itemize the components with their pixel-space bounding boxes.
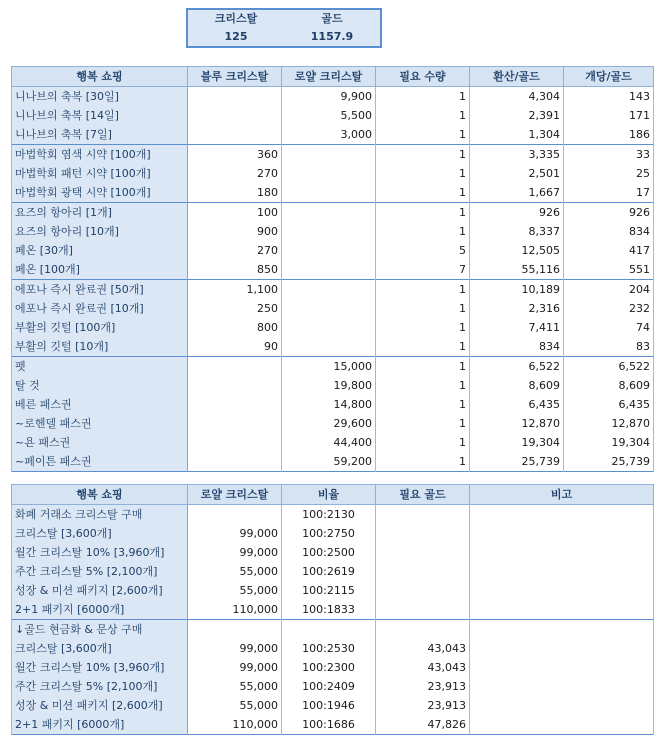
shop-row <box>12 414 654 433</box>
table-cell[interactable]: 1 <box>376 164 470 183</box>
crystal-row <box>12 562 654 581</box>
table-cell[interactable]: 1 <box>376 87 470 107</box>
crystal-value[interactable]: 125 <box>224 30 248 43</box>
gold-header: 골드 <box>321 12 343 25</box>
table-cell[interactable]: 8,337 <box>470 222 564 241</box>
table-cell[interactable] <box>282 203 376 223</box>
table-cell[interactable]: 100:2500 <box>282 543 376 562</box>
table-cell[interactable]: 55,000 <box>188 562 282 581</box>
table-cell[interactable]: 5,500 <box>282 106 376 125</box>
item-name-cell[interactable]: 성장 & 미션 패키지 [2,600개] <box>12 696 188 715</box>
table-cell[interactable]: 100:1833 <box>282 600 376 620</box>
table-cell[interactable]: 23,913 <box>376 696 470 715</box>
crystal-header: 크리스탈 <box>214 12 258 25</box>
table-cell[interactable]: 55,000 <box>188 696 282 715</box>
table-cell[interactable] <box>282 164 376 183</box>
table-cell[interactable]: 850 <box>188 260 282 280</box>
item-name-cell[interactable]: 탈 것 <box>12 376 188 395</box>
table-cell[interactable]: 83 <box>564 337 654 357</box>
shop-row <box>12 125 654 145</box>
shop-row <box>12 452 654 472</box>
item-name-cell[interactable]: 요즈의 항아리 [10개] <box>12 222 188 241</box>
item-name-cell[interactable]: 월간 크리스탈 10% [3,960개] <box>12 658 188 677</box>
shop-row <box>12 241 654 260</box>
crystal-column-header: 비고 <box>470 485 654 505</box>
table-cell[interactable]: 171 <box>564 106 654 125</box>
table-cell[interactable] <box>188 125 282 145</box>
item-name-cell[interactable]: 니나브의 축복 [30일] <box>12 87 188 107</box>
table-cell[interactable]: 270 <box>188 241 282 260</box>
table-cell[interactable]: 1 <box>376 222 470 241</box>
table-cell[interactable]: 59,200 <box>282 452 376 472</box>
table-cell[interactable]: 186 <box>564 125 654 145</box>
table-cell[interactable]: 834 <box>470 337 564 357</box>
table-cell[interactable]: 100:1946 <box>282 696 376 715</box>
table-cell[interactable]: 1 <box>376 106 470 125</box>
table-cell[interactable] <box>188 376 282 395</box>
table-cell[interactable]: 74 <box>564 318 654 337</box>
table-cell[interactable]: 100 <box>188 203 282 223</box>
table-cell[interactable]: 1 <box>376 414 470 433</box>
shop-row <box>12 164 654 183</box>
table-cell[interactable]: 1 <box>376 145 470 165</box>
item-name-cell[interactable]: ~페이튼 패스권 <box>12 452 188 472</box>
table-cell[interactable]: 6,435 <box>470 395 564 414</box>
item-name-cell[interactable]: 마법학회 광택 시약 [100개] <box>12 183 188 203</box>
table-cell[interactable]: 1 <box>376 395 470 414</box>
table-cell[interactable]: 8,609 <box>470 376 564 395</box>
table-cell[interactable]: 2,316 <box>470 299 564 318</box>
table-cell[interactable] <box>376 543 470 562</box>
table-cell[interactable]: 17 <box>564 183 654 203</box>
item-name-cell[interactable]: 페온 [30개] <box>12 241 188 260</box>
table-cell[interactable]: 12,505 <box>470 241 564 260</box>
table-cell[interactable]: 1 <box>376 203 470 223</box>
shop-row <box>12 299 654 318</box>
table-cell[interactable]: 100:2409 <box>282 677 376 696</box>
table-cell[interactable] <box>470 562 654 581</box>
table-cell[interactable]: 43,043 <box>376 658 470 677</box>
table-cell[interactable]: 43,043 <box>376 639 470 658</box>
table-cell[interactable] <box>282 318 376 337</box>
table-cell[interactable] <box>188 357 282 377</box>
table-cell[interactable]: 1 <box>376 183 470 203</box>
table-cell[interactable]: 900 <box>188 222 282 241</box>
table-cell[interactable]: 55,000 <box>188 581 282 600</box>
crystal-row <box>12 524 654 543</box>
table-cell[interactable]: 926 <box>470 203 564 223</box>
table-cell[interactable]: 110,000 <box>188 715 282 735</box>
item-name-cell[interactable]: 월간 크리스탈 10% [3,960개] <box>12 543 188 562</box>
table-cell[interactable]: 99,000 <box>188 524 282 543</box>
item-name-cell[interactable]: 성장 & 미션 패키지 [2,600개] <box>12 581 188 600</box>
item-name-cell[interactable]: 펫 <box>12 357 188 377</box>
crystal-row <box>12 658 654 677</box>
table-cell[interactable] <box>470 658 654 677</box>
table-cell[interactable] <box>376 524 470 543</box>
table-cell[interactable]: 47,826 <box>376 715 470 735</box>
item-name-cell[interactable]: 부활의 깃털 [100개] <box>12 318 188 337</box>
table-cell[interactable] <box>282 280 376 300</box>
table-cell[interactable]: 800 <box>188 318 282 337</box>
table-cell[interactable]: 110,000 <box>188 600 282 620</box>
item-name-cell[interactable]: 니나브의 축복 [14일] <box>12 106 188 125</box>
table-cell[interactable]: 360 <box>188 145 282 165</box>
table-cell[interactable]: 1 <box>376 337 470 357</box>
table-cell[interactable]: 33 <box>564 145 654 165</box>
crystal-row <box>12 677 654 696</box>
table-cell[interactable]: 99,000 <box>188 543 282 562</box>
table-cell[interactable]: 10,189 <box>470 280 564 300</box>
crystal-row <box>12 505 654 525</box>
table-cell[interactable] <box>470 505 654 525</box>
shop-row <box>12 222 654 241</box>
table-cell[interactable] <box>188 505 282 525</box>
table-cell[interactable]: 100:1686 <box>282 715 376 735</box>
crystal-row <box>12 543 654 562</box>
table-cell[interactable]: 1,667 <box>470 183 564 203</box>
table-cell[interactable]: 1,304 <box>470 125 564 145</box>
item-name-cell[interactable]: 주간 크리스탈 5% [2,100개] <box>12 677 188 696</box>
table-cell[interactable] <box>376 581 470 600</box>
shop-column-header: 개당/골드 <box>564 67 654 87</box>
table-cell[interactable]: 25,739 <box>564 452 654 472</box>
table-cell[interactable] <box>282 241 376 260</box>
item-name-cell[interactable]: ↓골드 현금화 & 문상 구매 <box>12 620 188 640</box>
table-cell[interactable] <box>376 600 470 620</box>
table-cell[interactable]: 14,800 <box>282 395 376 414</box>
table-cell[interactable]: 204 <box>564 280 654 300</box>
shop-row <box>12 357 654 377</box>
shop-row <box>12 260 654 280</box>
table-cell[interactable]: 12,870 <box>564 414 654 433</box>
table-cell[interactable] <box>282 299 376 318</box>
shop-column-header: 블루 크리스탈 <box>188 67 282 87</box>
table-cell[interactable]: 1 <box>376 280 470 300</box>
item-name-cell[interactable]: 크리스탈 [3,600개] <box>12 639 188 658</box>
shop-row <box>12 337 654 357</box>
table-cell[interactable] <box>376 505 470 525</box>
table-cell[interactable] <box>470 600 654 620</box>
crystal-row <box>12 639 654 658</box>
table-cell[interactable] <box>188 433 282 452</box>
table-cell[interactable] <box>188 414 282 433</box>
table-cell[interactable]: 6,522 <box>470 357 564 377</box>
item-name-cell[interactable]: 페온 [100개] <box>12 260 188 280</box>
table-cell[interactable]: 926 <box>564 203 654 223</box>
item-name-cell[interactable]: 요즈의 항아리 [1개] <box>12 203 188 223</box>
table-cell[interactable]: 3,000 <box>282 125 376 145</box>
table-cell[interactable] <box>470 696 654 715</box>
table-cell[interactable] <box>282 145 376 165</box>
crystal-row <box>12 600 654 620</box>
table-cell[interactable]: 44,400 <box>282 433 376 452</box>
table-cell[interactable] <box>188 620 282 640</box>
table-cell[interactable]: 1,100 <box>188 280 282 300</box>
table-cell[interactable] <box>470 581 654 600</box>
table-cell[interactable]: 1 <box>376 433 470 452</box>
table-cell[interactable] <box>470 677 654 696</box>
table-cell[interactable]: 417 <box>564 241 654 260</box>
shop-row <box>12 87 654 107</box>
crystal-row <box>12 715 654 735</box>
table-cell[interactable]: 19,800 <box>282 376 376 395</box>
item-name-cell[interactable]: 에포나 즉시 완료권 [50개] <box>12 280 188 300</box>
crystal-row <box>12 581 654 600</box>
table-cell[interactable] <box>282 260 376 280</box>
crystal-column-header: 로얄 크리스탈 <box>188 485 282 505</box>
table-cell[interactable] <box>188 106 282 125</box>
table-cell[interactable]: 7 <box>376 260 470 280</box>
table-cell[interactable] <box>282 183 376 203</box>
table-cell[interactable]: 100:2130 <box>282 505 376 525</box>
shop-row <box>12 395 654 414</box>
table-cell[interactable] <box>188 395 282 414</box>
table-cell[interactable] <box>470 524 654 543</box>
table-cell[interactable]: 7,411 <box>470 318 564 337</box>
shop-row <box>12 318 654 337</box>
table-cell[interactable]: 15,000 <box>282 357 376 377</box>
table-cell[interactable] <box>282 620 376 640</box>
table-cell[interactable] <box>470 543 654 562</box>
table-cell[interactable] <box>188 87 282 107</box>
table-cell[interactable]: 834 <box>564 222 654 241</box>
table-cell[interactable]: 1 <box>376 299 470 318</box>
table-cell[interactable]: 19,304 <box>564 433 654 452</box>
item-name-cell[interactable]: 2+1 패키지 [6000개] <box>12 715 188 735</box>
shop-row <box>12 183 654 203</box>
table-cell[interactable]: 1 <box>376 318 470 337</box>
shop-row <box>12 376 654 395</box>
table-cell[interactable]: 6,435 <box>564 395 654 414</box>
table-cell[interactable]: 5 <box>376 241 470 260</box>
crystal-column-header: 비율 <box>282 485 376 505</box>
table-cell[interactable] <box>376 620 470 640</box>
table-cell[interactable] <box>470 620 654 640</box>
shop-column-header: 필요 수량 <box>376 67 470 87</box>
shop-row <box>12 145 654 165</box>
table-cell[interactable]: 1 <box>376 452 470 472</box>
table-cell[interactable]: 100:2300 <box>282 658 376 677</box>
currency-summary-table <box>186 8 382 48</box>
shop-column-header: 로얄 크리스탈 <box>282 67 376 87</box>
table-cell[interactable]: 23,913 <box>376 677 470 696</box>
table-cell[interactable] <box>470 639 654 658</box>
item-name-cell[interactable]: ~로헨델 패스권 <box>12 414 188 433</box>
table-cell[interactable]: 100:2115 <box>282 581 376 600</box>
table-cell[interactable]: 4,304 <box>470 87 564 107</box>
crystal-row <box>12 696 654 715</box>
table-cell[interactable]: 551 <box>564 260 654 280</box>
table-cell[interactable]: 29,600 <box>282 414 376 433</box>
table-cell[interactable]: 99,000 <box>188 639 282 658</box>
table-cell[interactable] <box>470 715 654 735</box>
table-cell[interactable]: 250 <box>188 299 282 318</box>
table-cell[interactable] <box>282 337 376 357</box>
table-cell[interactable]: 2,501 <box>470 164 564 183</box>
shop-row <box>12 280 654 300</box>
table-cell[interactable]: 232 <box>564 299 654 318</box>
crystal-row <box>12 620 654 640</box>
table-cell[interactable] <box>376 562 470 581</box>
table-cell[interactable]: 99,000 <box>188 658 282 677</box>
item-name-cell[interactable]: 에포나 즉시 완료권 [10개] <box>12 299 188 318</box>
table-cell[interactable]: 1 <box>376 357 470 377</box>
table-cell[interactable]: 100:2750 <box>282 524 376 543</box>
shop-column-header: 환산/골드 <box>470 67 564 87</box>
crystal-exchange-table <box>11 484 654 735</box>
table-cell[interactable]: 1 <box>376 376 470 395</box>
shop-row <box>12 433 654 452</box>
item-name-cell[interactable]: 베른 패스권 <box>12 395 188 414</box>
table-cell[interactable]: 3,335 <box>470 145 564 165</box>
table-cell[interactable]: 1 <box>376 125 470 145</box>
table-cell[interactable] <box>188 452 282 472</box>
shop-column-header: 행복 쇼핑 <box>12 67 188 87</box>
shop-row <box>12 106 654 125</box>
item-name-cell[interactable]: ~욘 패스권 <box>12 433 188 452</box>
crystal-column-header: 행복 쇼핑 <box>12 485 188 505</box>
table-cell[interactable]: 90 <box>188 337 282 357</box>
table-cell[interactable]: 143 <box>564 87 654 107</box>
table-cell[interactable]: 55,000 <box>188 677 282 696</box>
table-cell[interactable]: 270 <box>188 164 282 183</box>
item-name-cell[interactable]: 화폐 거래소 크리스탈 구매 <box>12 505 188 525</box>
item-name-cell[interactable]: 주간 크리스탈 5% [2,100개] <box>12 562 188 581</box>
happy-shopping-price-table <box>11 66 654 472</box>
table-cell[interactable]: 55,116 <box>470 260 564 280</box>
item-name-cell[interactable]: 2+1 패키지 [6000개] <box>12 600 188 620</box>
table-cell[interactable]: 8,609 <box>564 376 654 395</box>
table-cell[interactable]: 12,870 <box>470 414 564 433</box>
table-cell[interactable]: 9,900 <box>282 87 376 107</box>
table-cell[interactable]: 6,522 <box>564 357 654 377</box>
table-cell[interactable] <box>282 222 376 241</box>
table-cell[interactable]: 100:2530 <box>282 639 376 658</box>
item-name-cell[interactable]: 부활의 깃털 [10개] <box>12 337 188 357</box>
shop-row <box>12 203 654 223</box>
gold-value[interactable]: 1157.9 <box>310 30 354 43</box>
table-cell[interactable]: 180 <box>188 183 282 203</box>
table-cell[interactable]: 25,739 <box>470 452 564 472</box>
item-name-cell[interactable]: 크리스탈 [3,600개] <box>12 524 188 543</box>
table-cell[interactable]: 100:2619 <box>282 562 376 581</box>
table-cell[interactable]: 19,304 <box>470 433 564 452</box>
item-name-cell[interactable]: 니나브의 축복 [7일] <box>12 125 188 145</box>
table-cell[interactable]: 2,391 <box>470 106 564 125</box>
crystal-column-header: 필요 골드 <box>376 485 470 505</box>
item-name-cell[interactable]: 마법학회 염색 시약 [100개] <box>12 145 188 165</box>
table-cell[interactable]: 25 <box>564 164 654 183</box>
item-name-cell[interactable]: 마법학회 패턴 시약 [100개] <box>12 164 188 183</box>
